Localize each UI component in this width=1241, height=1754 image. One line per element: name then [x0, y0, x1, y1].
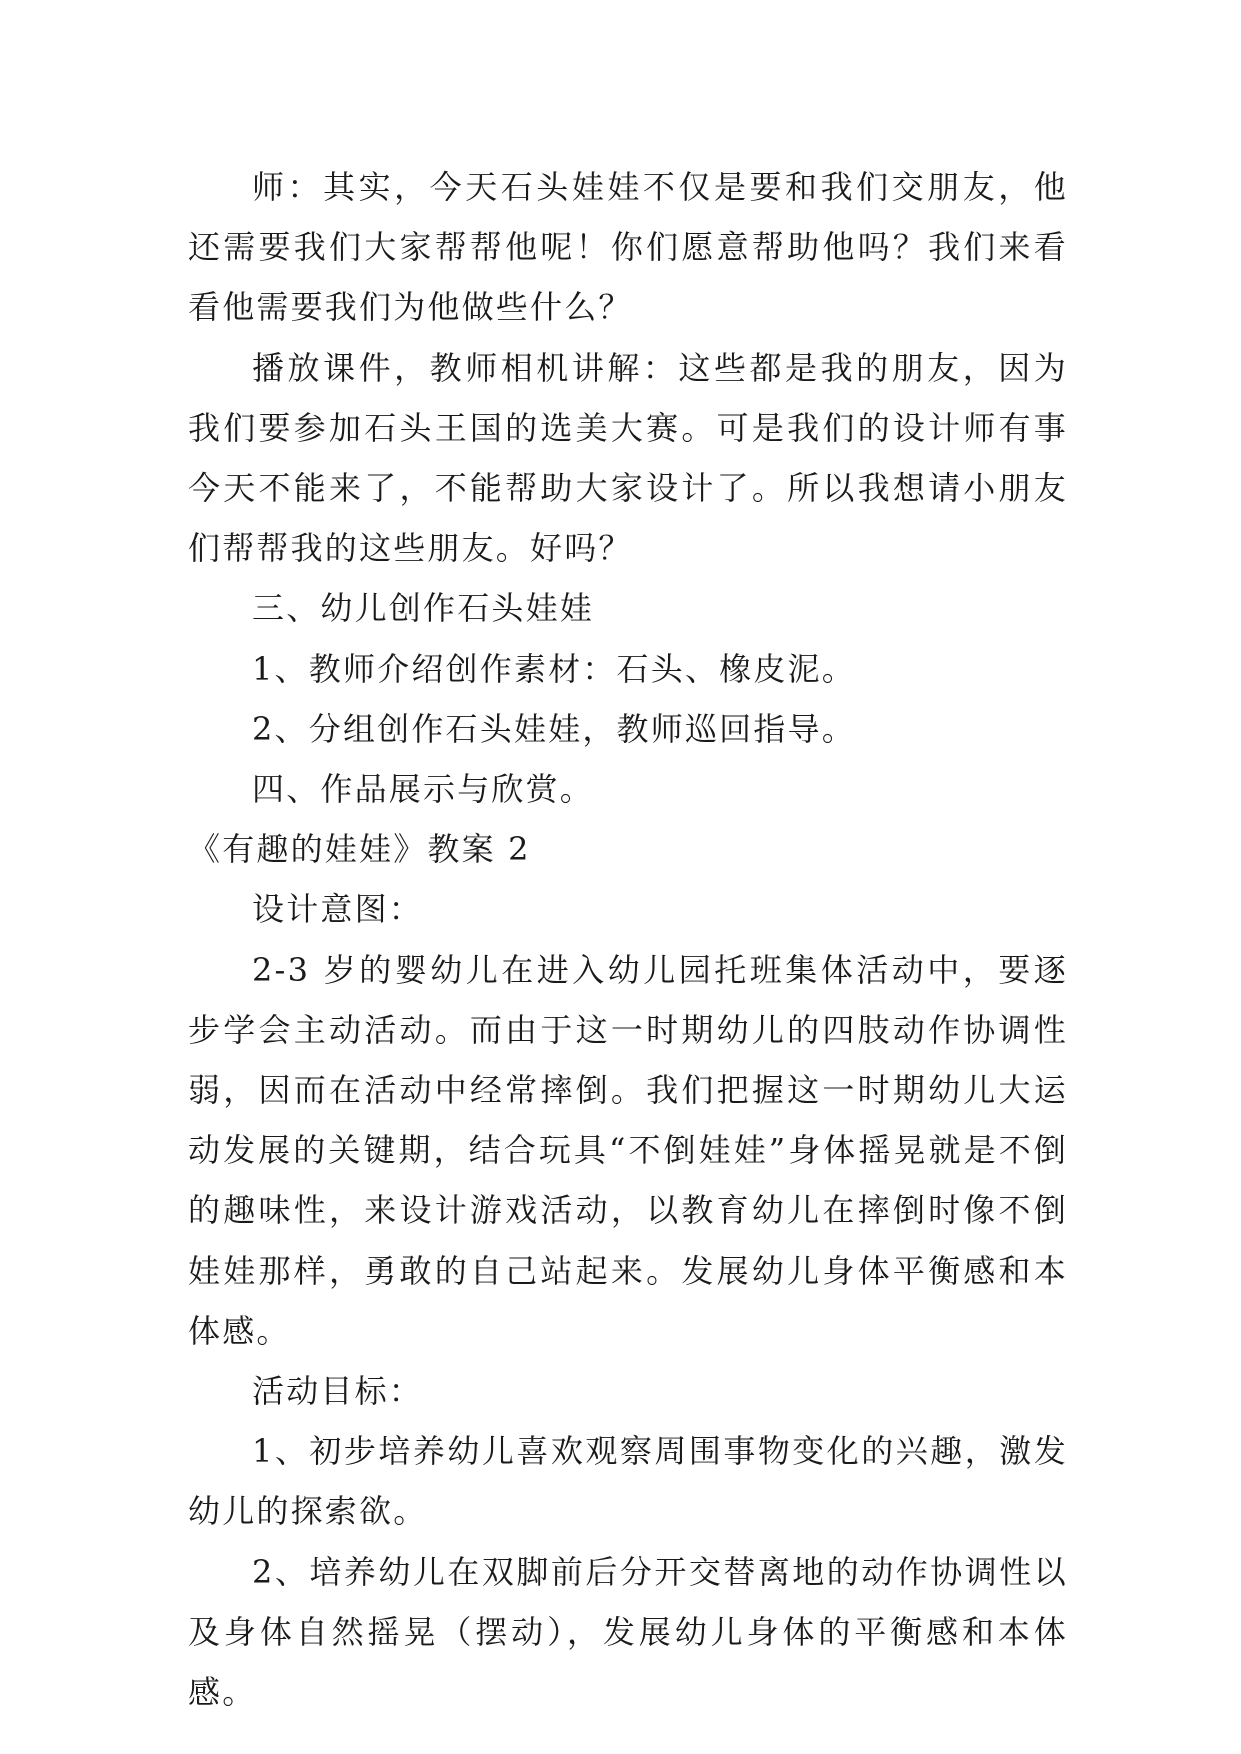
paragraph-courseware-explanation: 播放课件，教师相机讲解：这些都是我的朋友，因为我们要参加石头王国的选美大赛。可是我们的设计师有事今天不能来了，不能帮助大家设计了。所以我想请小朋友们帮帮我的这些朋友。好吗？	[188, 348, 1068, 568]
step-heading-display: 四、作品展示与欣赏。	[252, 770, 595, 809]
goal-item-2: 2、培养幼儿在双脚前后分开交替离地的动作协调性以及身体自然摇晃（摆动），发展幼儿身体的平衡感和本体感。	[188, 1552, 1068, 1712]
paragraph-teacher-dialogue: 师：其实，今天石头娃娃不仅是要和我们交朋友，他还需要我们大家帮帮他呢！你们愿意帮助他吗？我们来看看他需要我们为他做些什么？	[188, 168, 1068, 327]
goal-item-1: 1、初步培养幼儿喜欢观察周围事物变化的兴趣，激发幼儿的探索欲。	[188, 1432, 1068, 1531]
step-item-materials: 1、教师介绍创作素材：石头、橡皮泥。	[252, 649, 856, 688]
design-intent-label: 设计意图：	[252, 890, 424, 929]
step-heading-create: 三、幼儿创作石头娃娃	[252, 589, 595, 628]
step-item-group-create: 2、分组创作石头娃娃，教师巡回指导。	[252, 709, 856, 748]
design-intent-text: 2-3 岁的婴幼儿在进入幼儿园托班集体活动中，要逐步学会主动活动。而由于这一时期幼儿的四肢动作协调性弱，因而在活动中经常摔倒。我们把握这一时期幼儿大运动发展的关键期，结合玩具“不倒娃娃”身体摇晃就是不倒的趣味性，来设计游戏活动，以教育幼儿在摔倒时像不倒娃娃那样，勇敢的自己站起来。发展幼儿身体平衡感和本体感。	[188, 950, 1068, 1350]
section-title: 《有趣的娃娃》教案 2	[188, 830, 531, 869]
activity-goals-label: 活动目标：	[252, 1372, 424, 1411]
document-body	[188, 157, 1068, 1722]
